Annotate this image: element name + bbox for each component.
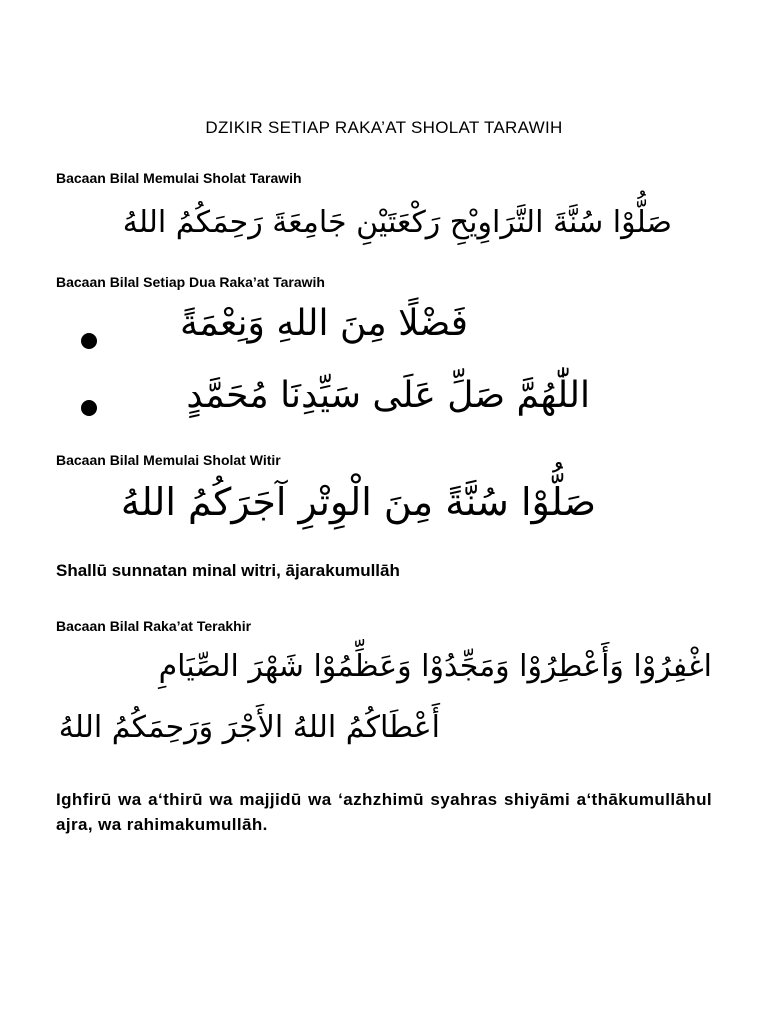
section-heading-tarawih-start: Bacaan Bilal Memulai Sholat Tarawih [56,170,302,186]
document-title: DZIKIR SETIAP RAKA’AT SHOLAT TARAWIH [205,118,563,137]
arabic-text-fadhlan: فَضْلًا مِنَ اللهِ وَنِعْمَةً [180,303,468,344]
arabic-text-last-rakaat-line-2: أَعْطَاكُمُ اللهُ الأَجْرَ وَرَحِمَكُمُ اللهُ [58,710,440,745]
arabic-text-last-rakaat-line-1: اغْفِرُوْا وَأَعْطِرُوْا وَمَجِّدُوْا وَعَظِّمُوْا شَهْرَ الصِّيَامِ [158,649,712,684]
section-heading-last-rakaat: Bacaan Bilal Raka’at Terakhir [56,618,252,634]
transliteration-last-rakaat: Ighfirū wa a‘thirū wa majjidū wa ‘azhzhimū syahras shiyāmi a‘thākumullāhul ajra, wa rahimakumullāh. [56,790,712,834]
arabic-text-shalawat: اللّٰهُمَّ صَلِّ عَلَى سَيِّدِنَا مُحَمَّدٍ [186,375,590,416]
section-heading-every-two-rakaat: Bacaan Bilal Setiap Dua Raka’at Tarawih [56,274,325,290]
bullet-icon [81,400,97,416]
bullet-icon [81,333,97,349]
arabic-text-tarawih-start: صَلُّوْا سُنَّةَ التَّرَاوِيْحِ رَكْعَتَيْنِ جَامِعَةَ رَحِمَكُمُ اللهُ [122,205,672,240]
transliteration-witir-start: Shallū sunnatan minal witri, ājarakumullāh [56,561,400,580]
section-heading-witir-start: Bacaan Bilal Memulai Sholat Witir [56,452,281,468]
arabic-text-witir-start: صَلُّوْا سُنَّةً مِنَ الْوِتْرِ آجَرَكُمُ اللهُ [120,480,596,524]
